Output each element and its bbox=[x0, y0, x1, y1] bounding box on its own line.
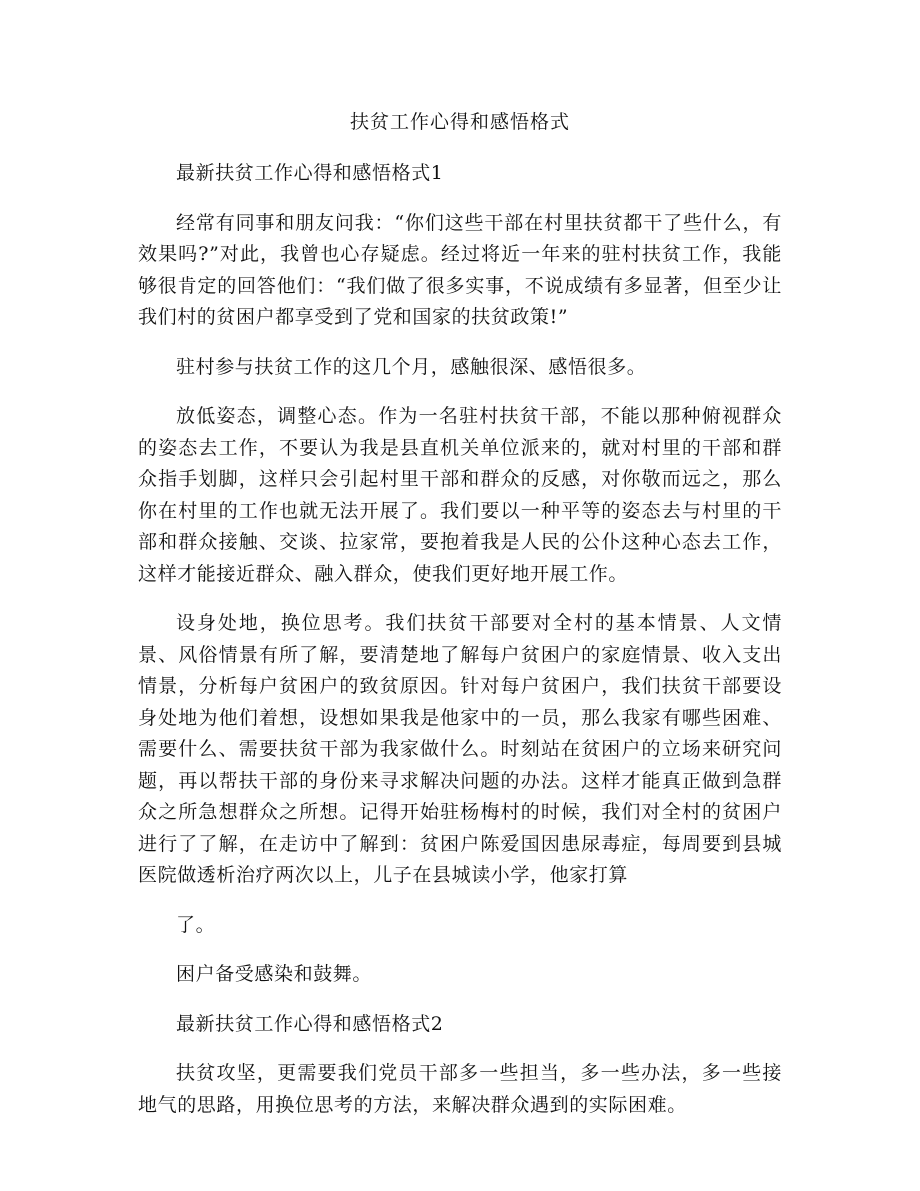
paragraph-intro: 经常有同事和朋友问我：“你们这些干部在村里扶贫都干了些什么，有效果吗?”对此，我曾也心存疑虑。经过将近一年来的驻村扶贫工作，我能够很肯定的回答他们：“我们做了很多实事，不说成绩有多显著，但至少让我们村的贫困户都享受到了党和国家的扶贫政策!” bbox=[138, 211, 782, 328]
paragraph-responsibility: 扶贫攻坚，更需要我们党员干部多一些担当，多一些办法，多一些接地气的思路，用换位思考的方法，来解决群众遇到的实际困难。 bbox=[138, 1062, 782, 1116]
document-title: 扶贫工作心得和感悟格式 bbox=[349, 111, 570, 133]
document-page bbox=[138, 96, 782, 1139]
paragraph-attitude: 放低姿态，调整心态。作为一名驻村扶贫干部，不能以那种俯视群众的姿态去工作，不要认为我是县直机关单位派来的，就对村里的干部和群众指手划脚，这样只会引起村里干部和群众的反感，对你敬而远之，那么你在村里的工作也就无法开展了。我们要以一种平等的姿态去与村里的干部和群众接触、交谈、拉家常，要抱着我是人民的公仆这种心态去工作，这样才能接近群众、融入群众，使我们更好地开展工作。 bbox=[138, 405, 782, 585]
paragraph-fragment-1: 了。 bbox=[176, 913, 216, 936]
paragraph-fragment-2: 困户备受感染和鼓舞。 bbox=[176, 963, 373, 985]
paragraph-empathy: 设身处地，换位思考。我们扶贫干部要对全村的基本情景、人文情景、风俗情景有所了解，要清楚地了解每户贫困户的家庭情景、收入支出情景，分析每户贫困户的致贫原因。针对每户贫困户，我们扶贫干部要设身处地为他们着想，设想如果我是他家中的一员，那么我家有哪些困难、需要什么、需要扶贫干部为我家做什么。时刻站在贫困户的立场来研究问题，再以帮扶干部的身份来寻求解决问题的办法。这样才能真正做到急群众之所急想群众之所想。记得开始驻杨梅村的时候，我们对全村的贫困户进行了了解，在走访中了解到：贫困户陈爱国因患尿毒症，每周要到县城医院做透析治疗两次以上，儿子在县城读小学，他家打算 bbox=[138, 612, 782, 886]
section-heading-1: 最新扶贫工作心得和感悟格式1 bbox=[176, 162, 444, 184]
paragraph-feelings: 驻村参与扶贫工作的这几个月，感触很深、感悟很多。 bbox=[176, 355, 647, 378]
section-heading-2: 最新扶贫工作心得和感悟格式2 bbox=[176, 1012, 444, 1035]
